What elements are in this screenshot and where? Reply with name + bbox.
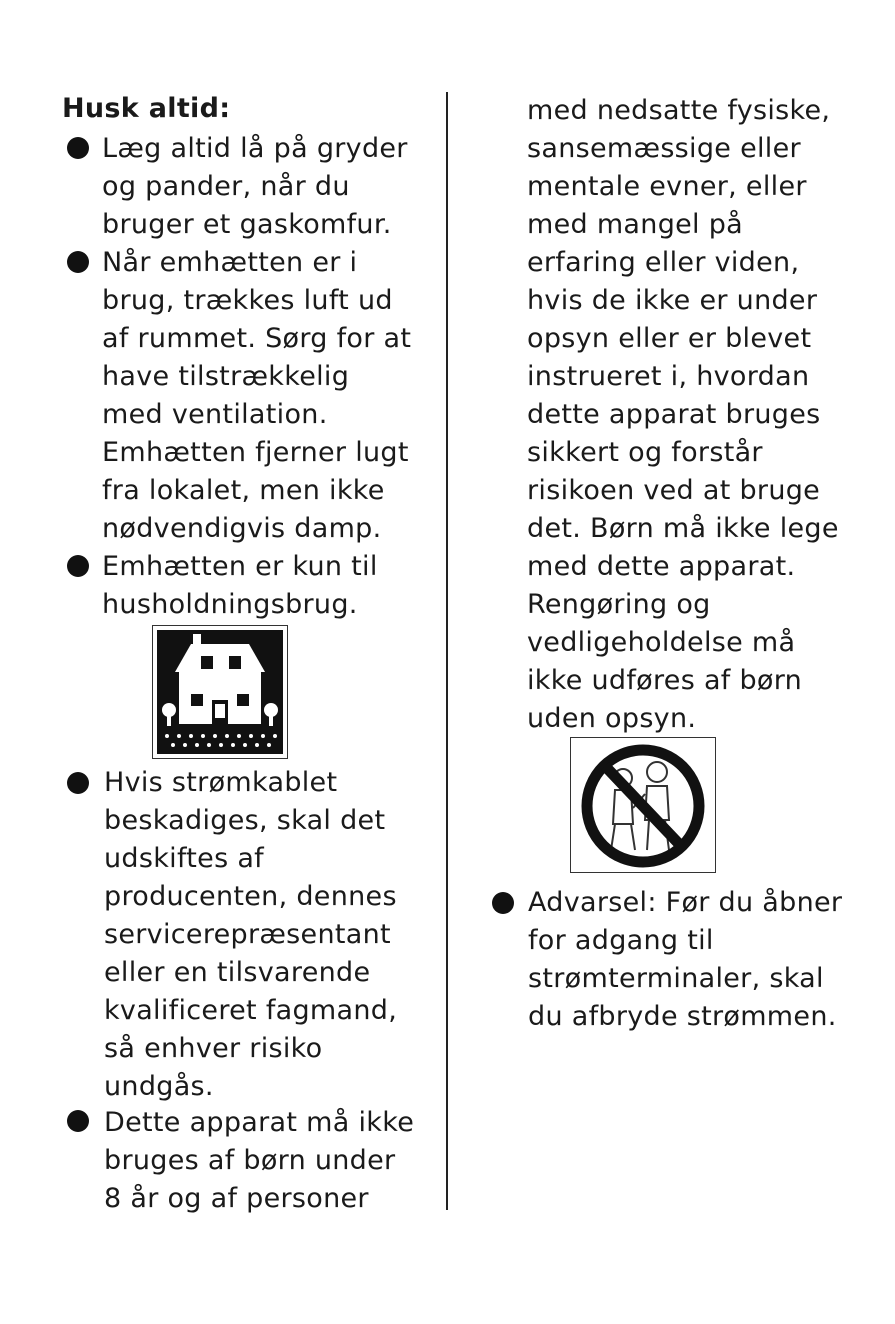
text-line: sikkert og forstår (527, 437, 763, 468)
text-line: have tilstrækkelig (102, 361, 350, 392)
text-line: Dette apparat må ikke (104, 1107, 415, 1138)
text-line: uden opsyn. (527, 703, 697, 734)
text-line: Hvis strømkablet (104, 767, 338, 798)
text-line: med dette apparat. (527, 551, 796, 582)
text-line: undgås. (104, 1071, 214, 1102)
text-line: hvis de ikke er under (527, 285, 818, 316)
text-line: sansemæssige eller (527, 133, 801, 164)
text-line: du afbryde strømmen. (528, 1001, 837, 1032)
text-line: husholdningsbrug. (102, 589, 358, 620)
text-line: beskadiges, skal det (104, 805, 386, 836)
bullet-icon (67, 1110, 89, 1132)
bullet-icon (67, 772, 89, 794)
text-line: det. Børn må ikke lege (527, 513, 839, 544)
text-line: brug, trækkes luft ud (102, 285, 393, 316)
text-line: kvalificeret fagmand, (104, 995, 398, 1026)
text-line: udskiftes af (104, 843, 264, 874)
text-line: Emhætten er kun til (102, 551, 378, 582)
bullet-icon (67, 251, 89, 273)
text-line: Rengøring og (527, 589, 711, 620)
bullet-icon (492, 892, 514, 914)
no-children-playing-icon (570, 737, 716, 873)
text-line: fra lokalet, men ikke (102, 475, 385, 506)
text-line: erfaring eller viden, (527, 247, 800, 278)
text-line: dette apparat bruges (527, 399, 821, 430)
text-line: strømterminaler, skal (528, 963, 824, 994)
text-line: vedligeholdelse må (527, 627, 796, 658)
text-line: med ventilation. (102, 399, 328, 430)
text-line: ikke udføres af børn (527, 665, 803, 696)
text-line: Emhætten fjerner lugt (102, 437, 409, 468)
text-line: servicerepræsentant (104, 919, 391, 950)
text-line: 8 år og af personer (104, 1183, 369, 1214)
text-line: Læg altid lå på gryder (102, 133, 408, 164)
text-line: risikoen ved at bruge (527, 475, 821, 506)
text-line: med mangel på (527, 209, 744, 240)
household-use-house-icon (152, 625, 288, 759)
bullet-icon (67, 137, 89, 159)
text-line: bruges af børn under (104, 1145, 396, 1176)
text-line: nødvendigvis damp. (102, 513, 382, 544)
text-line: Når emhætten er i (102, 247, 358, 278)
text-line: instrueret i, hvordan (527, 361, 810, 392)
column-divider (446, 92, 448, 1210)
text-line: og pander, når du (102, 171, 350, 202)
text-line: af rummet. Sørg for at (102, 323, 412, 354)
text-line: med nedsatte fysiske, (527, 95, 831, 126)
text-line: for adgang til (528, 925, 714, 956)
text-line: Advarsel: Før du åbner (528, 887, 843, 918)
text-line: producenten, dennes (104, 881, 397, 912)
text-line: bruger et gaskomfur. (102, 209, 392, 240)
text-line: opsyn eller er blevet (527, 323, 812, 354)
bullet-icon (67, 555, 89, 577)
text-line: mentale evner, eller (527, 171, 807, 202)
text-line: så enhver risiko (104, 1033, 323, 1064)
section-heading: Husk altid: (62, 93, 231, 124)
text-line: eller en tilsvarende (104, 957, 371, 988)
